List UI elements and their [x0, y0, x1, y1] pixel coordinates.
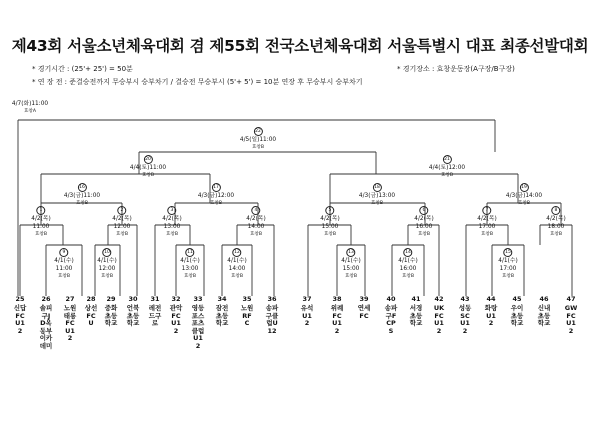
match-time: 16:00 — [415, 223, 433, 230]
match-venue: 효창B — [417, 231, 431, 237]
match-7 — [477, 206, 496, 238]
match-time: 11:00 — [149, 165, 167, 171]
team-name: 위례FCU12 — [330, 304, 344, 335]
match-number-badge: 7 — [482, 206, 491, 215]
match-number-badge: 5 — [325, 206, 334, 215]
team-name: 우이초등학교 — [510, 304, 524, 328]
match-date: 4/4(토) — [129, 165, 150, 171]
match-venue: 효창B — [517, 200, 531, 206]
match-time: 11:00 — [55, 265, 73, 272]
match-date: 4/5(일) — [239, 137, 260, 143]
match-date: 4/1(수) — [54, 258, 74, 264]
match-19 — [506, 183, 542, 207]
match-time: 15:00 — [321, 223, 339, 230]
match-venue: 효창B — [230, 273, 244, 279]
team-entry — [63, 296, 77, 343]
team-name: 신답FCU12 — [13, 304, 27, 335]
team-name: 노원태릉FCU12 — [63, 304, 77, 343]
team-number: 43 — [460, 295, 470, 303]
match-date: 4/1(수) — [227, 258, 247, 264]
team-entry — [84, 296, 98, 328]
team-name: 중화초등학교 — [104, 304, 118, 328]
match-number-badge: 10 — [104, 250, 110, 255]
match-date: 4/3(금) — [358, 193, 379, 199]
team-number: 37 — [302, 295, 312, 303]
match-time: 13:00 — [181, 265, 199, 272]
match-date: 4/7(화) — [11, 101, 32, 107]
match-time: 17:00 — [499, 265, 517, 272]
match-time: 13:00 — [378, 193, 396, 199]
match-time: 16:00 — [399, 265, 417, 272]
match-venue: 효창B — [480, 231, 494, 237]
match-time-info: * 경기시간 : (25'+ 25') = 50분 — [32, 65, 133, 73]
team-entry — [300, 296, 314, 328]
match-time: 11:00 — [32, 223, 50, 230]
team-number: 34 — [217, 295, 227, 303]
team-name: 레전드구로 — [148, 304, 162, 328]
team-name: 화랑U12 — [484, 304, 498, 328]
match-number-badge: 19 — [521, 185, 527, 190]
match-number-badge: 21 — [444, 157, 450, 162]
team-name: GWFCU12 — [564, 304, 578, 335]
team-number: 39 — [359, 295, 369, 303]
match-date: 4/1(수) — [341, 258, 361, 264]
team-name: 언북초등학교 — [126, 304, 140, 328]
team-entry — [564, 296, 578, 335]
team-entry — [215, 296, 229, 328]
team-number: 26 — [41, 295, 51, 303]
team-entry — [169, 296, 183, 335]
match-venue: 효창B — [115, 231, 129, 237]
team-entry — [409, 296, 423, 328]
team-entry — [104, 296, 118, 328]
team-name: 솔피구JD옥동부이카데미 — [39, 304, 53, 350]
team-number: 44 — [486, 295, 496, 303]
match-14 — [398, 248, 417, 280]
match-date: 4/2(목) — [320, 216, 340, 222]
match-date: 4/2(목) — [477, 216, 497, 222]
match-date: 4/1(수) — [180, 258, 200, 264]
match-number-badge: 9 — [59, 248, 68, 257]
match-date: 4/2(목) — [112, 216, 132, 222]
team-name: 영등포스포츠클럽U12 — [191, 304, 205, 350]
match-5 — [320, 206, 339, 238]
match-number-badge: 6 — [419, 206, 428, 215]
team-number: 36 — [267, 295, 277, 303]
match-number-badge: 22 — [255, 129, 261, 134]
team-entry — [148, 296, 162, 328]
match-date: 4/2(목) — [546, 216, 566, 222]
team-name: 관악FCU12 — [169, 304, 183, 335]
match-time: 14:00 — [228, 265, 246, 272]
match-16 — [64, 183, 100, 207]
match-number-badge: 18 — [374, 185, 380, 190]
team-entry — [432, 296, 446, 335]
team-number: 33 — [193, 295, 203, 303]
match-11 — [180, 248, 199, 280]
match-3 — [162, 206, 181, 238]
match-date: 4/3(금) — [197, 193, 218, 199]
team-entry — [126, 296, 140, 328]
team-name: 송파구FCPS — [384, 304, 398, 335]
team-name: 잠전초등학교 — [215, 304, 229, 328]
match-20 — [130, 155, 166, 179]
match-venue: 효창B — [75, 200, 89, 206]
team-entry — [240, 296, 254, 328]
match-time: 12:00 — [98, 265, 116, 272]
match-venue: 효창B — [100, 273, 114, 279]
team-entry — [330, 296, 344, 335]
team-number: 47 — [566, 295, 576, 303]
match-venue: 효창B — [249, 231, 263, 237]
match-date: 4/1(수) — [97, 258, 117, 264]
match-date: 4/3(금) — [63, 193, 84, 199]
team-number: 41 — [411, 295, 421, 303]
team-name: 노원RFC — [240, 304, 254, 328]
match-venue: 효창B — [34, 231, 48, 237]
match-date: 4/1(수) — [498, 258, 518, 264]
team-number: 27 — [65, 295, 75, 303]
match-9 — [54, 248, 73, 280]
match-12 — [227, 248, 246, 280]
team-name: UKFCU12 — [433, 304, 445, 335]
match-time: 15:00 — [342, 265, 360, 272]
match-6 — [414, 206, 433, 238]
match-venue: 효창B — [549, 231, 563, 237]
match-date: 4/4(토) — [428, 165, 449, 171]
match-18 — [359, 183, 395, 207]
team-number: 42 — [434, 295, 444, 303]
match-number-badge: 16 — [79, 185, 85, 190]
match-2 — [112, 206, 131, 238]
match-venue: 효창B — [57, 273, 71, 279]
match-1 — [31, 206, 50, 238]
match-venue: 효창B — [183, 273, 197, 279]
match-time: 13:00 — [163, 223, 181, 230]
match-number-badge: 4 — [251, 206, 260, 215]
team-entry — [191, 296, 205, 350]
team-entry — [484, 296, 498, 328]
team-name: 유석U12 — [300, 304, 314, 328]
match-number-badge: 13 — [348, 250, 354, 255]
match-date: 4/2(목) — [246, 216, 266, 222]
team-number: 45 — [512, 295, 522, 303]
match-time: 18:00 — [547, 223, 565, 230]
match-13 — [341, 248, 360, 280]
team-number: 25 — [15, 295, 25, 303]
team-name: 서경초등학교 — [409, 304, 423, 328]
extra-time-info: * 연 장 전 : 준결승전까지 무승부시 승부차기 / 결승전 무승부시 (5'+ 5') = 10분 연장 후 무승부시 승부차기 — [32, 78, 363, 86]
match-date: 4/2(목) — [162, 216, 182, 222]
team-name: 상선FCU — [84, 304, 98, 328]
match-venue: 효창B — [440, 172, 454, 178]
match-date: 4/3(금) — [505, 193, 526, 199]
team-name: 송파구클럽U12 — [265, 304, 279, 335]
match-venue: 효창B — [209, 200, 223, 206]
team-name: 성동SCU12 — [458, 304, 472, 335]
match-8 — [546, 206, 565, 238]
team-number: 29 — [106, 295, 116, 303]
match-21 — [429, 155, 465, 179]
match-date: 4/1(수) — [398, 258, 418, 264]
venue-info: * 경기장소 : 효창운동장(A구장/B구장) — [397, 65, 515, 73]
match-number-badge: 2 — [117, 206, 126, 215]
match-time: 14:00 — [525, 193, 543, 199]
match-venue: 효창B — [323, 231, 337, 237]
page-title: 제43회 서울소년체육대회 겸 제55회 전국소년체육대회 서울특별시 대표 최종선발대회 — [11, 37, 589, 55]
match-venue: 효창B — [165, 231, 179, 237]
match-number-badge: 11 — [187, 250, 193, 255]
team-entry — [357, 296, 371, 320]
team-entry — [39, 296, 53, 350]
team-number: 28 — [86, 295, 96, 303]
match-venue: 효창B — [501, 273, 515, 279]
team-entry — [537, 296, 551, 328]
team-number: 32 — [171, 295, 181, 303]
match-venue: 효창B — [401, 273, 415, 279]
team-number: 40 — [386, 295, 396, 303]
team-entry — [265, 296, 279, 335]
team-name: 연세FC — [357, 304, 371, 320]
match-venue: 효창B — [141, 172, 155, 178]
match-number-badge: 1 — [36, 206, 45, 215]
team-number: 38 — [332, 295, 342, 303]
team-number: 35 — [242, 295, 252, 303]
match-venue: 효창B — [251, 144, 265, 150]
match-23 — [12, 101, 48, 115]
team-entry — [510, 296, 524, 328]
match-17 — [198, 183, 234, 207]
match-number-badge: 12 — [234, 250, 240, 255]
match-time: 12:00 — [113, 223, 131, 230]
match-time: 11:00 — [259, 137, 277, 143]
match-10 — [97, 248, 116, 280]
team-entry — [13, 296, 27, 335]
match-time: 12:00 — [448, 165, 466, 171]
match-venue: 효창B — [370, 200, 384, 206]
match-venue: 효창B — [344, 273, 358, 279]
match-4 — [246, 206, 265, 238]
match-number-badge: 14 — [405, 250, 411, 255]
match-time: 12:00 — [217, 193, 235, 199]
match-number-badge: 17 — [213, 185, 219, 190]
match-time: 11:00 — [31, 101, 49, 107]
team-number: 30 — [128, 295, 138, 303]
match-number-badge: 3 — [167, 206, 176, 215]
match-time: 11:00 — [83, 193, 101, 199]
team-entry — [458, 296, 472, 335]
match-number-badge: 20 — [145, 157, 151, 162]
match-date: 4/2(목) — [414, 216, 434, 222]
match-22 — [240, 127, 276, 151]
match-time: 14:00 — [247, 223, 265, 230]
match-number-badge: 15 — [505, 250, 511, 255]
team-name: 신내초등학교 — [537, 304, 551, 328]
match-venue: 효창A — [23, 108, 37, 114]
match-15 — [498, 248, 517, 280]
match-time: 17:00 — [478, 223, 496, 230]
match-date: 4/2(목) — [31, 216, 51, 222]
team-number: 46 — [539, 295, 549, 303]
match-number-badge: 8 — [551, 206, 560, 215]
team-number: 31 — [150, 295, 160, 303]
team-entry — [384, 296, 398, 335]
